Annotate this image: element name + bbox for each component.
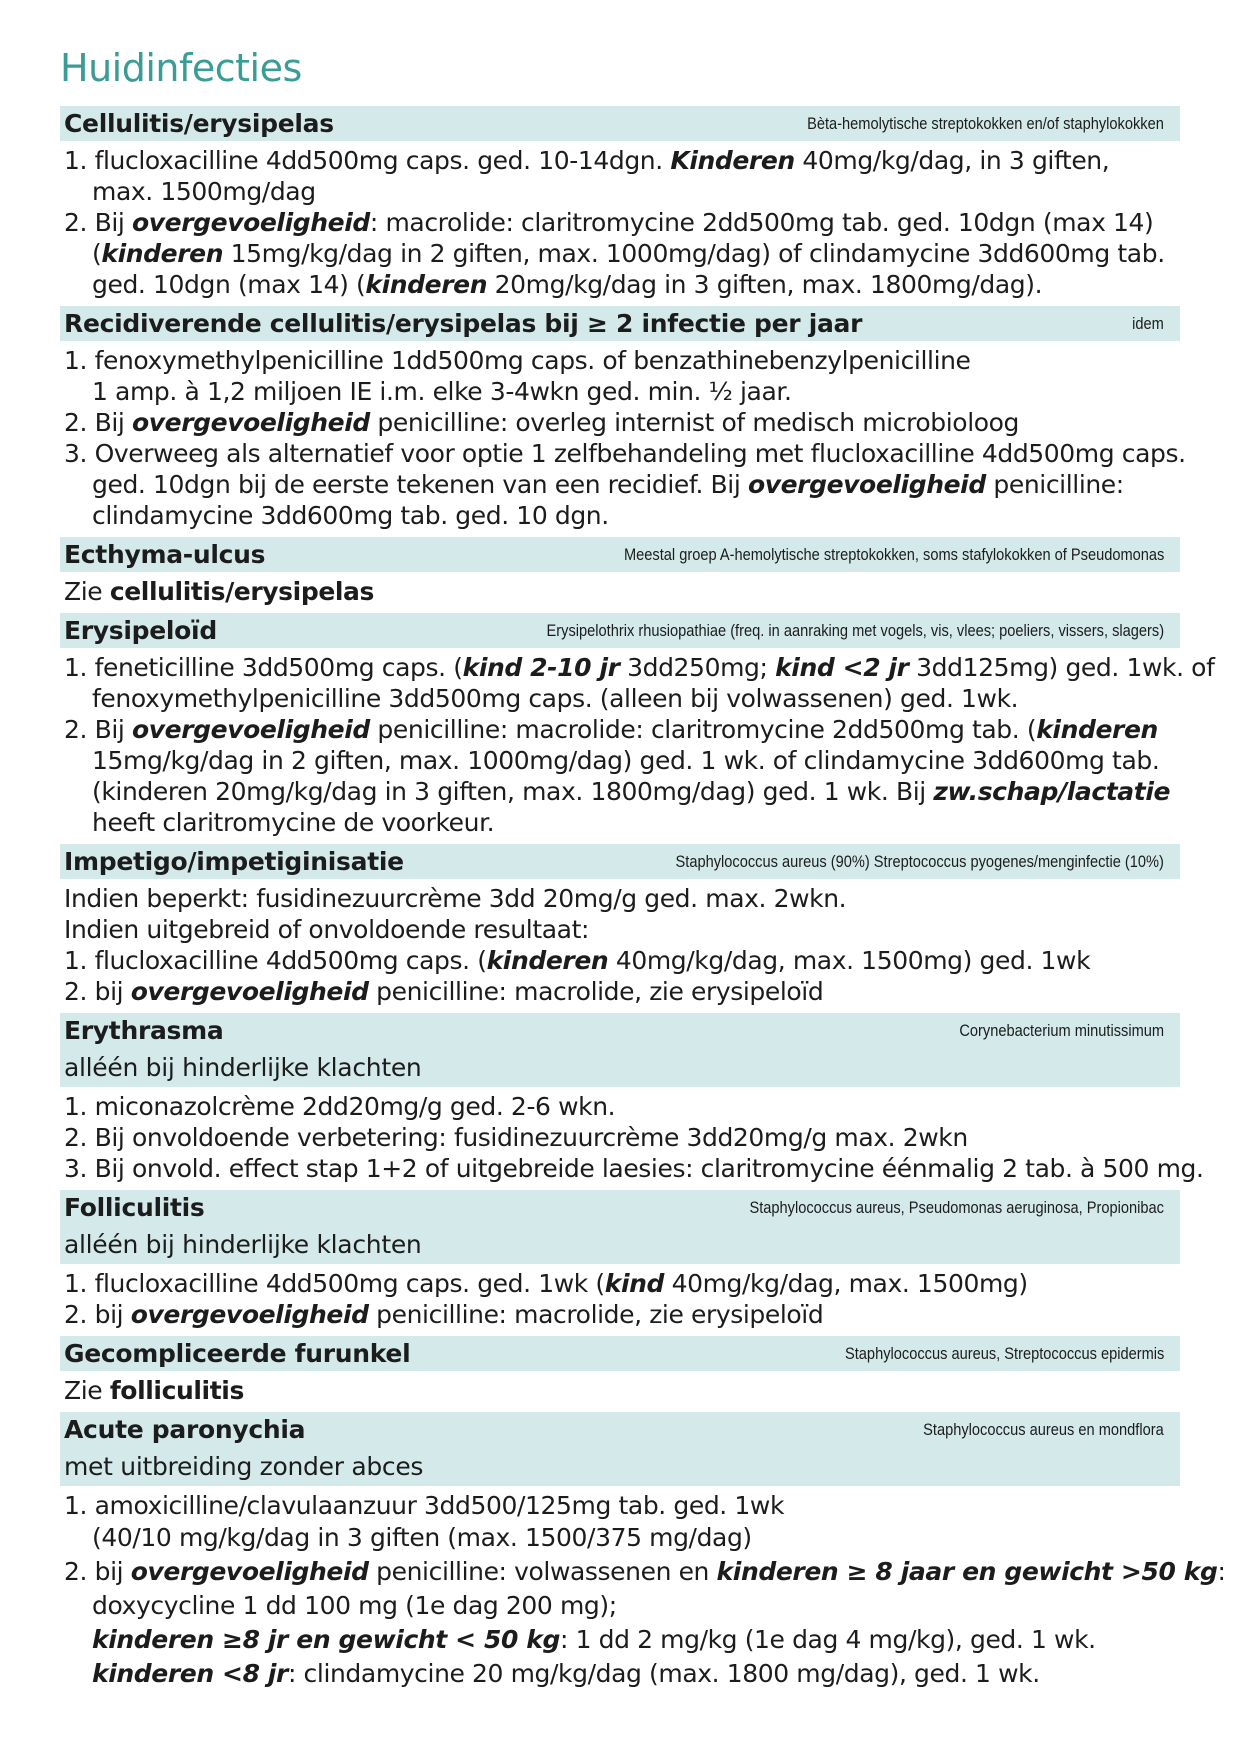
text-run: kinderen <8 jr xyxy=(92,1659,288,1688)
text-run: 1. fenoxymethylpenicilline 1dd500mg caps. of benzathinebenzylpenicilline xyxy=(64,346,971,375)
section-title: Gecompliceerde furunkel xyxy=(64,1339,411,1368)
text-run: zw.schap/lactatie xyxy=(933,777,1171,806)
section-subtitle: alléén bij hinderlijke klachten xyxy=(60,1225,1180,1264)
text-run: overgevoeligheid xyxy=(132,715,370,744)
section xyxy=(60,1412,1226,1697)
section-organism: Bèta-hemolytische streptokokken en/of staphylokokken xyxy=(807,113,1164,133)
section-title: Erysipeloïd xyxy=(64,616,217,645)
section-body xyxy=(60,648,1215,844)
text-run: (kinderen 20mg/kg/dag in 3 giften, max. 1800mg/dag) ged. 1 wk. Bij xyxy=(92,777,934,806)
section-organism: Staphylococcus aureus, Streptococcus epidermis xyxy=(844,1343,1164,1363)
text-line xyxy=(60,714,1180,745)
text-run: ged. 10dgn (max 14) ( xyxy=(92,270,366,299)
text-run: : 1 dd 2 mg/kg (1e dag 4 mg/kg), ged. 1 wk. xyxy=(560,1625,1096,1654)
text-run: 2. bij xyxy=(64,1300,131,1329)
text-run: 1. flucloxacilline 4dd500mg caps. ged. 10-14dgn. xyxy=(64,146,671,175)
text-line xyxy=(60,1375,1180,1406)
text-run: overgevoeligheid xyxy=(747,470,986,499)
text-run: heeft claritromycine de voorkeur. xyxy=(92,808,495,837)
text-line xyxy=(60,745,1180,776)
section-organism: Staphylococcus aureus en mondflora xyxy=(923,1419,1164,1439)
section-header xyxy=(60,1013,1180,1048)
section-organism: Erysipelothrix rhusiopathiae (freq. in aanraking met vogels, vis, vlees; poeliers, vissers, slagers) xyxy=(546,620,1164,640)
section-title: Recidiverende cellulitis/erysipelas bij ≥ 2 infectie per jaar xyxy=(64,309,863,338)
text-run: kinderen ≥ 8 jaar en gewicht >50 kg xyxy=(716,1557,1218,1586)
text-line xyxy=(60,1299,1180,1330)
text-run: penicilline: xyxy=(985,470,1124,499)
text-line xyxy=(60,345,1180,376)
text-line xyxy=(60,1555,1226,1589)
text-run: Zie xyxy=(64,577,110,606)
section-body xyxy=(60,1371,1180,1412)
section-header xyxy=(60,1336,1180,1371)
text-run: 15mg/kg/dag in 2 giften, max. 1000mg/dag) of clindamycine 3dd600mg tab. xyxy=(223,239,1165,268)
text-run: 3. Bij onvold. effect stap 1+2 of uitgebreide laesies: claritromycine éénmalig 2 tab. à 500 mg. xyxy=(64,1154,1204,1183)
text-run: 40mg/kg/dag, max. 1500mg) ged. 1wk xyxy=(608,946,1091,975)
text-run: 40mg/kg/dag, in 3 giften, xyxy=(794,146,1110,175)
text-run: clindamycine 3dd600mg tab. ged. 10 dgn. xyxy=(92,501,609,530)
section-organism: Meestal groep A-hemolytische streptokokken, soms stafylokokken of Pseudomonas xyxy=(623,544,1164,564)
text-run: 2. Bij onvoldoende verbetering: fusidinezuurcrème 3dd20mg/g max. 2wkn xyxy=(64,1123,968,1152)
text-run: penicilline: overleg internist of medisch microbioloog xyxy=(369,408,1020,437)
section xyxy=(60,306,1186,537)
section-organism: Staphylococcus aureus (90%) Streptococcus pyogenes/menginfectie (10%) xyxy=(675,851,1164,871)
section-subtitle: met uitbreiding zonder abces xyxy=(60,1447,1180,1486)
section-body xyxy=(60,141,1180,306)
section-header xyxy=(60,306,1180,341)
text-line xyxy=(60,1623,1180,1657)
section xyxy=(60,106,1180,306)
text-run: kind <2 jr xyxy=(775,653,909,682)
text-run: 15mg/kg/dag in 2 giften, max. 1000mg/dag) ged. 1 wk. of clindamycine 3dd600mg tab. xyxy=(92,746,1160,775)
text-run: 3. Overweeg als alternatief voor optie 1 zelfbehandeling met flucloxacilline 4dd500mg caps. xyxy=(64,439,1186,468)
text-run: max. 1500mg/dag xyxy=(92,177,316,206)
text-run: 3dd250mg; xyxy=(619,653,776,682)
section-body xyxy=(60,341,1186,537)
text-run: doxycycline 1 dd 100 mg (1e dag 200 mg); xyxy=(92,1591,617,1620)
section-body xyxy=(60,1087,1204,1190)
section-title: Erythrasma xyxy=(64,1016,224,1045)
text-run: kinderen ≥8 jr en gewicht < 50 kg xyxy=(92,1625,560,1654)
text-line xyxy=(60,1091,1180,1122)
text-line xyxy=(60,145,1180,176)
text-run: 2. bij xyxy=(64,977,131,1006)
text-run: 2. bij xyxy=(64,1557,131,1586)
text-run: kind xyxy=(604,1269,665,1298)
text-line xyxy=(60,269,1180,300)
text-run: 2. Bij xyxy=(64,715,132,744)
text-run: overgevoeligheid xyxy=(132,408,370,437)
text-run: ged. 10dgn bij de eerste tekenen van een recidief. Bij xyxy=(92,470,748,499)
section-header xyxy=(60,1190,1180,1225)
text-line xyxy=(60,652,1215,683)
section-subtitle: alléén bij hinderlijke klachten xyxy=(60,1048,1180,1087)
section-body xyxy=(60,879,1180,1013)
section-header xyxy=(60,1412,1180,1447)
section-header xyxy=(60,844,1180,879)
text-line xyxy=(60,1153,1204,1184)
section-title: Cellulitis/erysipelas xyxy=(64,109,334,138)
text-line xyxy=(60,945,1180,976)
section-title: Acute paronychia xyxy=(64,1415,306,1444)
text-run: 1. miconazolcrème 2dd20mg/g ged. 2-6 wkn. xyxy=(64,1092,616,1121)
section xyxy=(60,537,1180,613)
text-run: 2. Bij xyxy=(64,208,132,237)
text-run: 1 amp. à 1,2 miljoen IE i.m. elke 3-4wkn ged. min. ½ jaar. xyxy=(92,377,792,406)
text-line xyxy=(60,176,1180,207)
text-run: penicilline: macrolide, zie erysipeloïd xyxy=(368,977,824,1006)
section-title: Impetigo/impetiginisatie xyxy=(64,847,404,876)
text-run: 1. flucloxacilline 4dd500mg caps. ged. 1wk ( xyxy=(64,1269,605,1298)
text-run: Indien beperkt: fusidinezuurcrème 3dd 20mg/g ged. max. 2wkn. xyxy=(64,884,847,913)
text-run: (40/10 mg/kg/dag in 3 giften (max. 1500/375 mg/dag) xyxy=(92,1523,752,1552)
section xyxy=(60,1013,1204,1190)
text-line xyxy=(60,883,1180,914)
text-line xyxy=(60,1589,1180,1623)
sections-container xyxy=(60,106,1226,1697)
section-header xyxy=(60,537,1180,572)
text-line xyxy=(60,683,1180,714)
text-line xyxy=(60,469,1180,500)
text-run: kind 2-10 jr xyxy=(462,653,620,682)
text-line xyxy=(60,407,1180,438)
section-header xyxy=(60,613,1180,648)
text-run: kinderen xyxy=(101,239,224,268)
section-body xyxy=(60,1486,1226,1697)
text-line xyxy=(60,776,1180,807)
text-line xyxy=(60,500,1180,531)
text-line xyxy=(60,1122,1180,1153)
text-line xyxy=(60,1521,1180,1555)
text-run: 1. amoxicilline/clavulaanzuur 3dd500/125mg tab. ged. 1wk xyxy=(64,1491,785,1520)
text-run: overgevoeligheid xyxy=(132,208,370,237)
text-run: Zie xyxy=(64,1376,110,1405)
text-line xyxy=(60,1268,1180,1299)
text-line xyxy=(60,807,1180,838)
text-run: penicilline: macrolide: claritromycine 2dd500mg tab. ( xyxy=(369,715,1037,744)
text-run: 1. flucloxacilline 4dd500mg caps. ( xyxy=(64,946,487,975)
section xyxy=(60,844,1180,1013)
text-line xyxy=(60,576,1180,607)
text-run: 1. feneticilline 3dd500mg caps. ( xyxy=(64,653,463,682)
section-body xyxy=(60,1264,1180,1336)
page-title: Huidinfecties xyxy=(60,46,302,90)
section xyxy=(60,1336,1180,1412)
text-run: 2. Bij xyxy=(64,408,132,437)
section-organism: Corynebacterium minutissimum xyxy=(959,1020,1164,1040)
section xyxy=(60,1190,1180,1336)
text-run: 20mg/kg/dag in 3 giften, max. 1800mg/dag). xyxy=(487,270,1043,299)
text-run: penicilline: volwassenen en xyxy=(368,1557,717,1586)
text-run: ( xyxy=(92,239,102,268)
text-run: overgevoeligheid xyxy=(130,1300,369,1329)
section-body xyxy=(60,572,1180,613)
text-run: overgevoeligheid xyxy=(130,977,369,1006)
text-line xyxy=(60,1490,1180,1521)
text-run: Indien uitgebreid of onvoldoende resultaat: xyxy=(64,915,589,944)
text-line xyxy=(60,438,1186,469)
text-run: fenoxymethylpenicilline 3dd500mg caps. (alleen bij volwassenen) ged. 1wk. xyxy=(92,684,1019,713)
text-run: Kinderen xyxy=(670,146,795,175)
text-run: kinderen xyxy=(365,270,488,299)
text-line xyxy=(60,376,1180,407)
text-run: kinderen xyxy=(1036,715,1158,744)
text-run: : xyxy=(1217,1557,1226,1586)
section-title: Ecthyma-ulcus xyxy=(64,540,266,569)
text-run: cellulitis/erysipelas xyxy=(109,577,374,606)
text-run: : macrolide: claritromycine 2dd500mg tab. ged. 10dgn (max 14) xyxy=(369,208,1154,237)
text-line xyxy=(60,1657,1180,1691)
text-run: overgevoeligheid xyxy=(130,1557,369,1586)
text-run: : clindamycine 20 mg/kg/dag (max. 1800 mg/dag), ged. 1 wk. xyxy=(287,1659,1040,1688)
section-header xyxy=(60,106,1180,141)
text-run: penicilline: macrolide, zie erysipeloïd xyxy=(368,1300,824,1329)
section-title: Folliculitis xyxy=(64,1193,205,1222)
text-run: folliculitis xyxy=(109,1376,244,1405)
text-line xyxy=(60,976,1180,1007)
text-line xyxy=(60,914,1180,945)
section xyxy=(60,613,1215,844)
section-organism: Staphylococcus aureus, Pseudomonas aeruginosa, Propionibac xyxy=(749,1197,1164,1217)
text-run: kinderen xyxy=(486,946,609,975)
text-line xyxy=(60,238,1180,269)
section-organism: idem xyxy=(1132,313,1164,333)
text-run: 40mg/kg/dag, max. 1500mg) xyxy=(664,1269,1028,1298)
text-run: 3dd125mg) ged. 1wk. of xyxy=(908,653,1215,682)
text-line xyxy=(60,207,1180,238)
